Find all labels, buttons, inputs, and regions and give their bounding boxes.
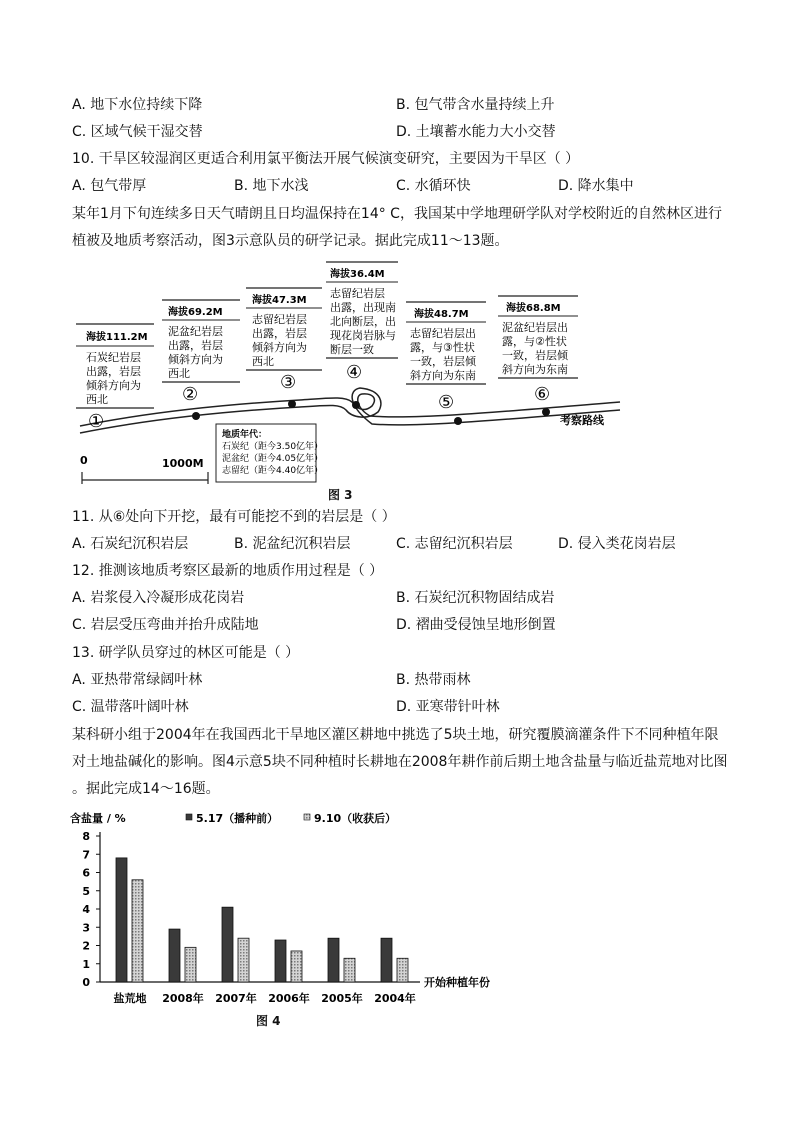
svg-text:出露，岩层: 出露，岩层 xyxy=(252,327,307,340)
station-box-6 xyxy=(498,296,578,405)
legend-label-after: 9.10（收获后） xyxy=(314,812,397,825)
svg-text:泥盆纪岩层出: 泥盆纪岩层出 xyxy=(502,321,568,334)
figure-4-chart xyxy=(0,808,794,1028)
q10-option-a: A. 包气带厚 xyxy=(72,178,147,194)
svg-text:一致，岩层倾: 一致，岩层倾 xyxy=(502,349,568,362)
x-tick-label: 2005年 xyxy=(321,992,363,1005)
svg-text:斜方向为东南: 斜方向为东南 xyxy=(502,363,568,376)
svg-text:泥盆纪（距今4.05亿年）: 泥盆纪（距今4.05亿年） xyxy=(222,454,324,464)
q12-stem: 12. 推测该地质考察区最新的地质作用过程是（ ） xyxy=(72,563,384,579)
q13-option-a: A. 亚热带常绿阔叶林 xyxy=(72,672,203,688)
figure-3 xyxy=(0,255,794,500)
station-5-altitude: 海拔48.7M xyxy=(414,309,469,320)
station-box-2 xyxy=(162,300,240,405)
legend-swatch-before xyxy=(186,814,192,820)
svg-text:断层一致: 断层一致 xyxy=(330,343,374,356)
q10-option-c: C. 水循环快 xyxy=(396,178,471,194)
svg-text:北向断层，出: 北向断层，出 xyxy=(330,315,396,328)
station-6-number: ⑥ xyxy=(534,384,551,405)
bar-before-sowing xyxy=(275,940,286,982)
q12-option-b: B. 石炭纪沉积物固结成岩 xyxy=(396,590,555,606)
route-label: 考察路线 xyxy=(560,414,604,427)
svg-text:露，与③性状: 露，与③性状 xyxy=(410,341,475,354)
station-6-altitude: 海拔68.8M xyxy=(506,303,561,314)
intro-11-13-line1: 某年1月下旬连续多日天气晴朗且日均温保持在14° C，我国某中学地理研学队对学校附近的自然林区进行 xyxy=(72,206,722,222)
svg-text:倾斜方向为: 倾斜方向为 xyxy=(168,353,223,366)
station-box-4 xyxy=(326,262,398,383)
y-tick-label: 4 xyxy=(82,903,90,916)
bar-before-sowing xyxy=(116,858,127,982)
x-tick-label: 2004年 xyxy=(374,992,416,1005)
q13-option-b: B. 热带雨林 xyxy=(396,672,471,688)
chart-legend xyxy=(186,811,396,825)
q10-stem: 10. 干旱区较湿润区更适合利用氯平衡法开展气候演变研究，主要因为干旱区（ ） xyxy=(72,151,580,167)
y-tick-label: 6 xyxy=(82,866,90,880)
q13-stem: 13. 研学队员穿过的林区可能是（ ） xyxy=(72,645,300,661)
y-tick-label: 2 xyxy=(82,939,90,953)
bar-before-sowing xyxy=(222,907,233,982)
intro-14-16-line2: 对土地盐碱化的影响。图4示意5块不同种植时长耕地在2008年耕作前后期土地含盐量与临近盐荒地对比图 xyxy=(72,754,728,770)
y-tick-label: 5 xyxy=(82,884,90,898)
y-axis-label: 含盐量 / % xyxy=(70,812,126,825)
station-1-altitude: 海拔111.2M xyxy=(86,332,148,343)
bar-after-harvest xyxy=(132,880,143,982)
station-2-altitude: 海拔69.2M xyxy=(168,307,223,318)
intro-14-16-line3: 。据此完成14～16题。 xyxy=(72,781,220,797)
svg-text:1000M: 1000M xyxy=(162,457,204,470)
scale-bar xyxy=(80,454,208,484)
bar-after-harvest xyxy=(238,938,249,982)
svg-text:志留纪岩层: 志留纪岩层 xyxy=(330,287,385,300)
q11-option-a: A. 石炭纪沉积岩层 xyxy=(72,536,189,552)
legend-label-before: 5.17（播种前） xyxy=(196,812,279,825)
station-3-number: ③ xyxy=(280,372,297,393)
bar-after-harvest xyxy=(291,951,302,982)
q11-stem: 11. 从⑥处向下开挖，最有可能挖不到的岩层是（ ） xyxy=(72,509,396,525)
y-tick-label: 7 xyxy=(82,848,90,862)
bar-before-sowing xyxy=(169,929,180,982)
x-tick-label: 2008年 xyxy=(162,992,204,1005)
station-4-altitude: 海拔36.4M xyxy=(330,269,385,280)
station-2-number: ② xyxy=(182,384,199,405)
q9-option-a: A. 地下水位持续下降 xyxy=(72,97,203,113)
intro-14-16-line1: 某科研小组于2004年在我国西北干旱地区灌区耕地中挑选了5块土地，研究覆膜滴灌条件下不同种植年限 xyxy=(72,727,719,743)
station-dot-2 xyxy=(192,412,200,420)
svg-text:西北: 西北 xyxy=(252,355,274,368)
svg-text:倾斜方向为: 倾斜方向为 xyxy=(86,379,141,392)
q9-option-b: B. 包气带含水量持续上升 xyxy=(396,97,555,113)
y-tick-label: 0 xyxy=(82,976,90,989)
q12-option-a: A. 岩浆侵入冷凝形成花岗岩 xyxy=(72,590,245,606)
svg-text:西北: 西北 xyxy=(168,367,190,380)
station-1-number: ① xyxy=(88,411,105,432)
station-box-3 xyxy=(246,288,322,393)
q11-option-c: C. 志留纪沉积岩层 xyxy=(396,536,513,552)
svg-text:志留纪岩层: 志留纪岩层 xyxy=(252,313,307,326)
svg-text:泥盆纪岩层: 泥盆纪岩层 xyxy=(168,325,223,338)
q13-option-d: D. 亚寒带针叶林 xyxy=(396,699,500,715)
bar-after-harvest xyxy=(185,947,196,982)
svg-text:露，与②性状: 露，与②性状 xyxy=(502,335,567,348)
q9-option-c: C. 区域气候干湿交替 xyxy=(72,124,203,140)
bar-before-sowing xyxy=(328,938,339,982)
station-dot-5 xyxy=(454,417,462,425)
svg-text:志留纪岩层出: 志留纪岩层出 xyxy=(410,327,476,340)
svg-text:出露，出现南: 出露，出现南 xyxy=(330,301,396,314)
q10-option-b: B. 地下水浅 xyxy=(234,178,309,194)
svg-text:石炭纪岩层: 石炭纪岩层 xyxy=(86,351,141,364)
figure-3-caption: 图 3 xyxy=(328,488,353,502)
station-4-number: ④ xyxy=(346,362,363,383)
y-tick-label: 8 xyxy=(82,830,90,843)
geologic-age-legend xyxy=(216,424,323,482)
svg-text:西北: 西北 xyxy=(86,393,108,406)
x-tick-label: 盐荒地 xyxy=(113,992,147,1005)
svg-text:地质年代：: 地质年代： xyxy=(222,430,268,440)
y-tick-label: 3 xyxy=(82,921,90,935)
svg-text:志留纪（距今4.40亿年）: 志留纪（距今4.40亿年） xyxy=(222,466,324,476)
bar-after-harvest xyxy=(344,958,355,982)
q9-option-d: D. 土壤蓄水能力大小交替 xyxy=(396,124,556,140)
svg-text:倾斜方向为: 倾斜方向为 xyxy=(252,341,307,354)
x-axis-label: 开始种植年份 xyxy=(424,976,490,989)
svg-text:0: 0 xyxy=(80,454,88,467)
q11-option-d: D. 侵入类花岗岩层 xyxy=(558,536,676,552)
svg-text:石炭纪（距今3.50亿年）: 石炭纪（距今3.50亿年） xyxy=(222,442,324,452)
x-tick-label: 2006年 xyxy=(268,992,310,1005)
svg-text:出露，岩层: 出露，岩层 xyxy=(86,365,141,378)
station-dot-6 xyxy=(542,408,550,416)
y-tick-label: 1 xyxy=(82,957,90,971)
station-box-5 xyxy=(406,302,486,413)
q13-option-c: C. 温带落叶阔叶林 xyxy=(72,699,189,715)
svg-text:一致，岩层倾: 一致，岩层倾 xyxy=(410,355,476,368)
figure-4-caption: 图 4 xyxy=(256,1014,281,1028)
q11-option-b: B. 泥盆纪沉积岩层 xyxy=(234,536,351,552)
svg-text:出露，岩层: 出露，岩层 xyxy=(168,339,223,352)
station-dot-4 xyxy=(352,401,360,409)
intro-11-13-line2: 植被及地质考察活动，图3示意队员的研学记录。据此完成11～13题。 xyxy=(72,233,509,249)
station-3-altitude: 海拔47.3M xyxy=(252,295,307,306)
q12-option-c: C. 岩层受压弯曲并抬升成陆地 xyxy=(72,617,259,633)
station-dot-3 xyxy=(288,400,296,408)
q10-option-d: D. 降水集中 xyxy=(558,178,634,194)
legend-swatch-after xyxy=(304,814,310,820)
x-tick-label: 2007年 xyxy=(215,992,257,1005)
svg-text:现花岗岩脉与: 现花岗岩脉与 xyxy=(330,329,396,342)
svg-text:斜方向为东南: 斜方向为东南 xyxy=(410,369,476,382)
station-5-number: ⑤ xyxy=(438,392,455,413)
bar-before-sowing xyxy=(381,938,392,982)
bar-after-harvest xyxy=(397,958,408,982)
q12-option-d: D. 褶曲受侵蚀呈地形倒置 xyxy=(396,617,556,633)
